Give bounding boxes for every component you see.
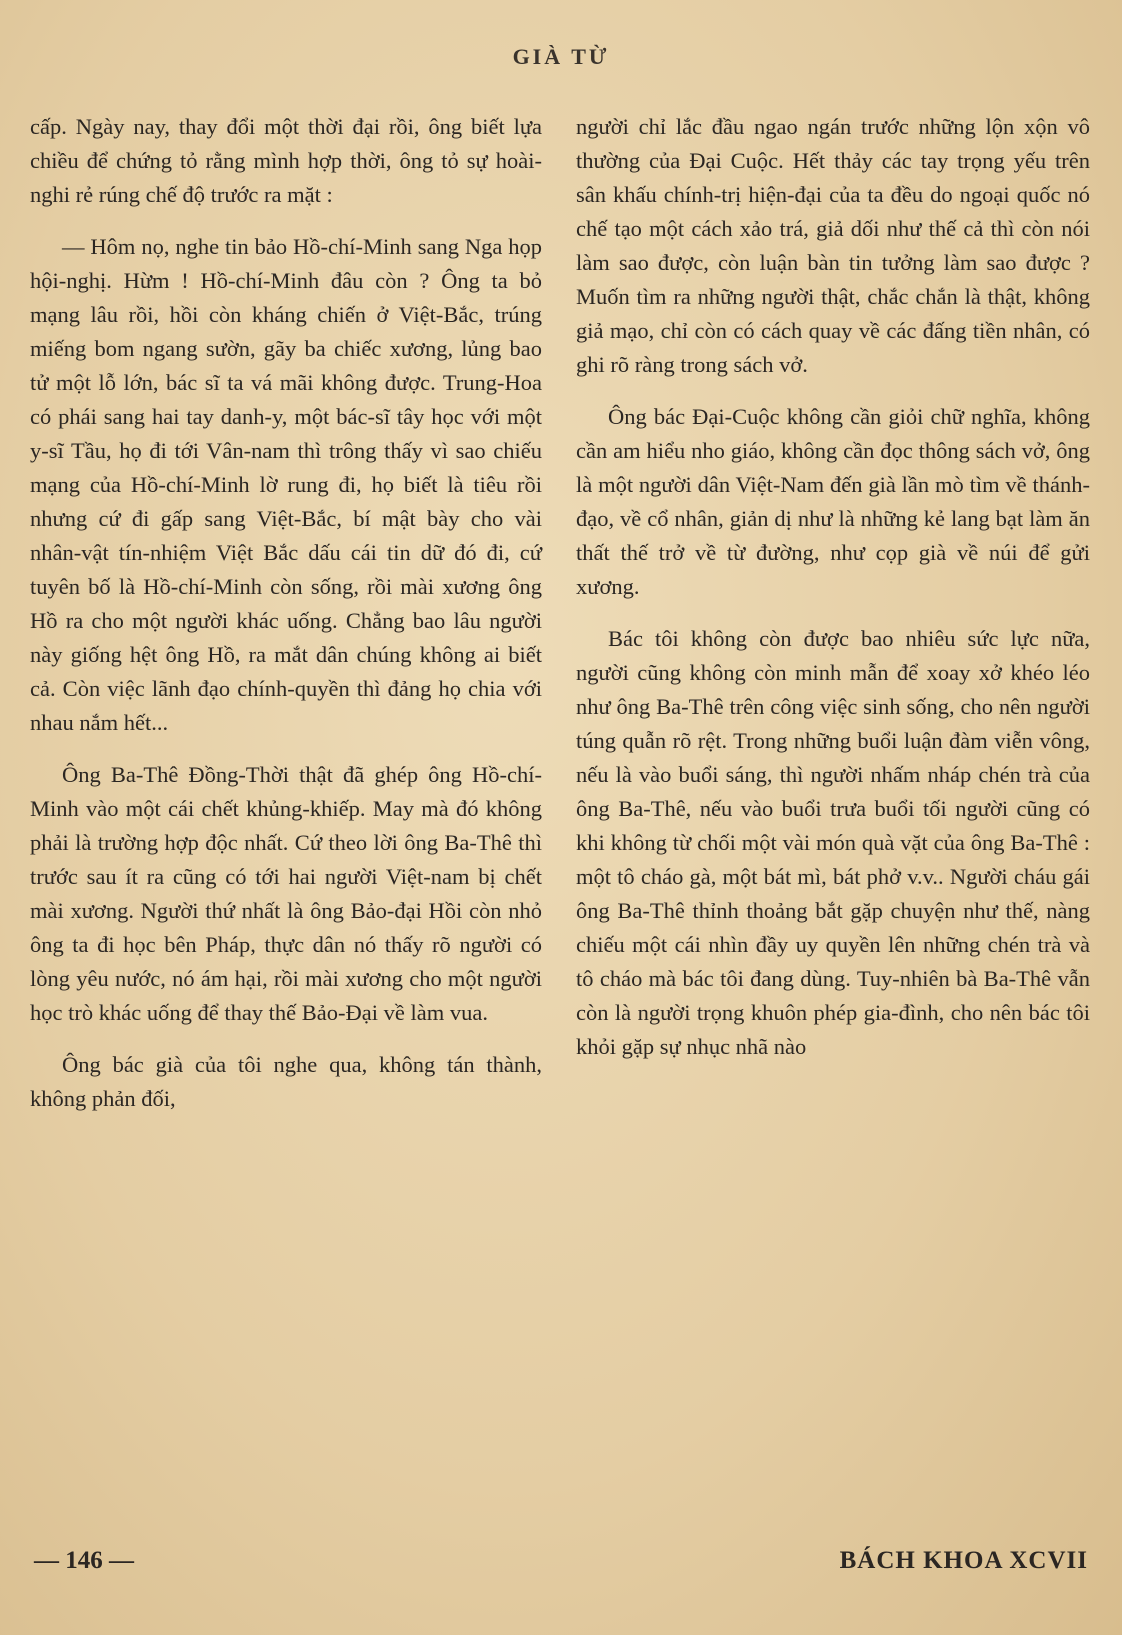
paragraph: Ông Ba-Thê Đồng-Thời thật đã ghép ông Hồ-chí-Minh vào một cái chết khủng-khiếp. May mà đó không phải là trường hợp độc nhất. Cứ theo lời ông Ba-Thê thì trước sau ít ra cũng có tới hai người Việt-nam bị chết mài xương. Người thứ nhất là ông Bảo-đại Hồi còn nhỏ ông ta đi học bên Pháp, thực dân nó thấy rõ người có lòng yêu nước, nó ám hại, rồi mài xương cho một người học trò khác uống để thay thế Bảo-Đại về làm vua. (30, 762, 542, 1025)
paragraph: người chỉ lắc đầu ngao ngán trước những lộn xộn vô thường của Đại Cuộc. Hết thảy các tay trọng yếu trên sân khấu chính-trị hiện-đại của ta đều do ngoại quốc nó chế tạo một cách xảo trá, giả dối như thế cả thì còn nói làm sao được, còn luận bàn tin tưởng làm sao được ? Muốn tìm ra những người thật, chắc chắn là thật, không giả mạo, chỉ còn có cách quay về các đấng tiền nhân, có ghi rõ ràng trong sách vở. (576, 114, 1090, 377)
paragraph: Ông bác già của tôi nghe qua, không tán thành, không phản đối, (30, 1052, 542, 1111)
paragraph: Bác tôi không còn được bao nhiêu sức lực nữa, người cũng không còn minh mẫn để xoay xở khéo léo như ông Ba-Thê trên công việc sinh sống, cho nên người túng quẫn rõ rệt. Trong những buổi luận đàm viễn vông, nếu là vào buổi sáng, thì người nhấm nháp chén trà của ông Ba-Thê, nếu vào buổi trưa buổi tối người cũng có khi không từ chối một vài món quà vặt của ông Ba-Thê : một tô cháo gà, một bát mì, bát phở v.v.. Người cháu gái ông Ba-Thê thỉnh thoảng bắt gặp chuyện như thế, nàng chiếu một cái nhìn đầy uy quyền lên những chén trà và tô cháo mà bác tôi đang dùng. Tuy-nhiên bà Ba-Thê vẫn còn là người trọng khuôn phép gia-đình, cho nên bác tôi khỏi gặp sự nhục nhã nào (576, 626, 1090, 1059)
magazine-issue: BÁCH KHOA XCVII (839, 1547, 1088, 1574)
page-number: — 146 — (34, 1547, 134, 1574)
left-column (30, 110, 542, 1134)
paragraph: cấp. Ngày nay, thay đổi một thời đại rồi, ông biết lựa chiều để chứng tỏ rằng mình hợp thời, ông tỏ sự hoài-nghi rẻ rúng chế độ trước ra mặt : (30, 114, 542, 207)
paragraph: — Hôm nọ, nghe tin bảo Hồ-chí-Minh sang Nga họp hội-nghị. Hừm ! Hồ-chí-Minh đâu còn ? Ông ta bỏ mạng lâu rồi, hồi còn kháng chiến ở Việt-Bắc, trúng miếng bom ngang sườn, gãy ba chiếc xương, lủng bao tử một lỗ lớn, bác sĩ ta vá mãi không được. Trung-Hoa có phái sang hai tay danh-y, một bác-sĩ tây học với một y-sĩ Tầu, họ đi tới Vân-nam thì trông thấy vì sao chiếu mạng của Hồ-chí-Minh lờ rung đi, họ biết là tiêu rồi nhưng cứ đi gấp sang Việt-Bắc, bí mật bày cho vài nhân-vật tín-nhiệm Việt Bắc dấu cái tin dữ đó đi, cứ tuyên bố là Hồ-chí-Minh còn sống, rồi mài xương ông Hồ ra cho một người khác uống. Chẳng bao lâu người này giống hệt ông Hồ, ra mắt dân chúng không ai biết cả. Còn việc lãnh đạo chính-quyền thì đảng họ chia với nhau nắm hết... (30, 234, 542, 735)
right-column (576, 110, 1090, 1082)
paragraph: Ông bác Đại-Cuộc không cần giỏi chữ nghĩa, không cần am hiểu nho giáo, không cần đọc thông sách vở, ông là một người dân Việt-Nam đến già lần mò tìm về thánh-đạo, về cổ nhân, giản dị như là những kẻ lang bạt làm ăn thất thế trở về từ đường, như cọp già về núi để gửi xương. (576, 404, 1090, 599)
running-header: GIÀ TỪ (512, 44, 610, 69)
